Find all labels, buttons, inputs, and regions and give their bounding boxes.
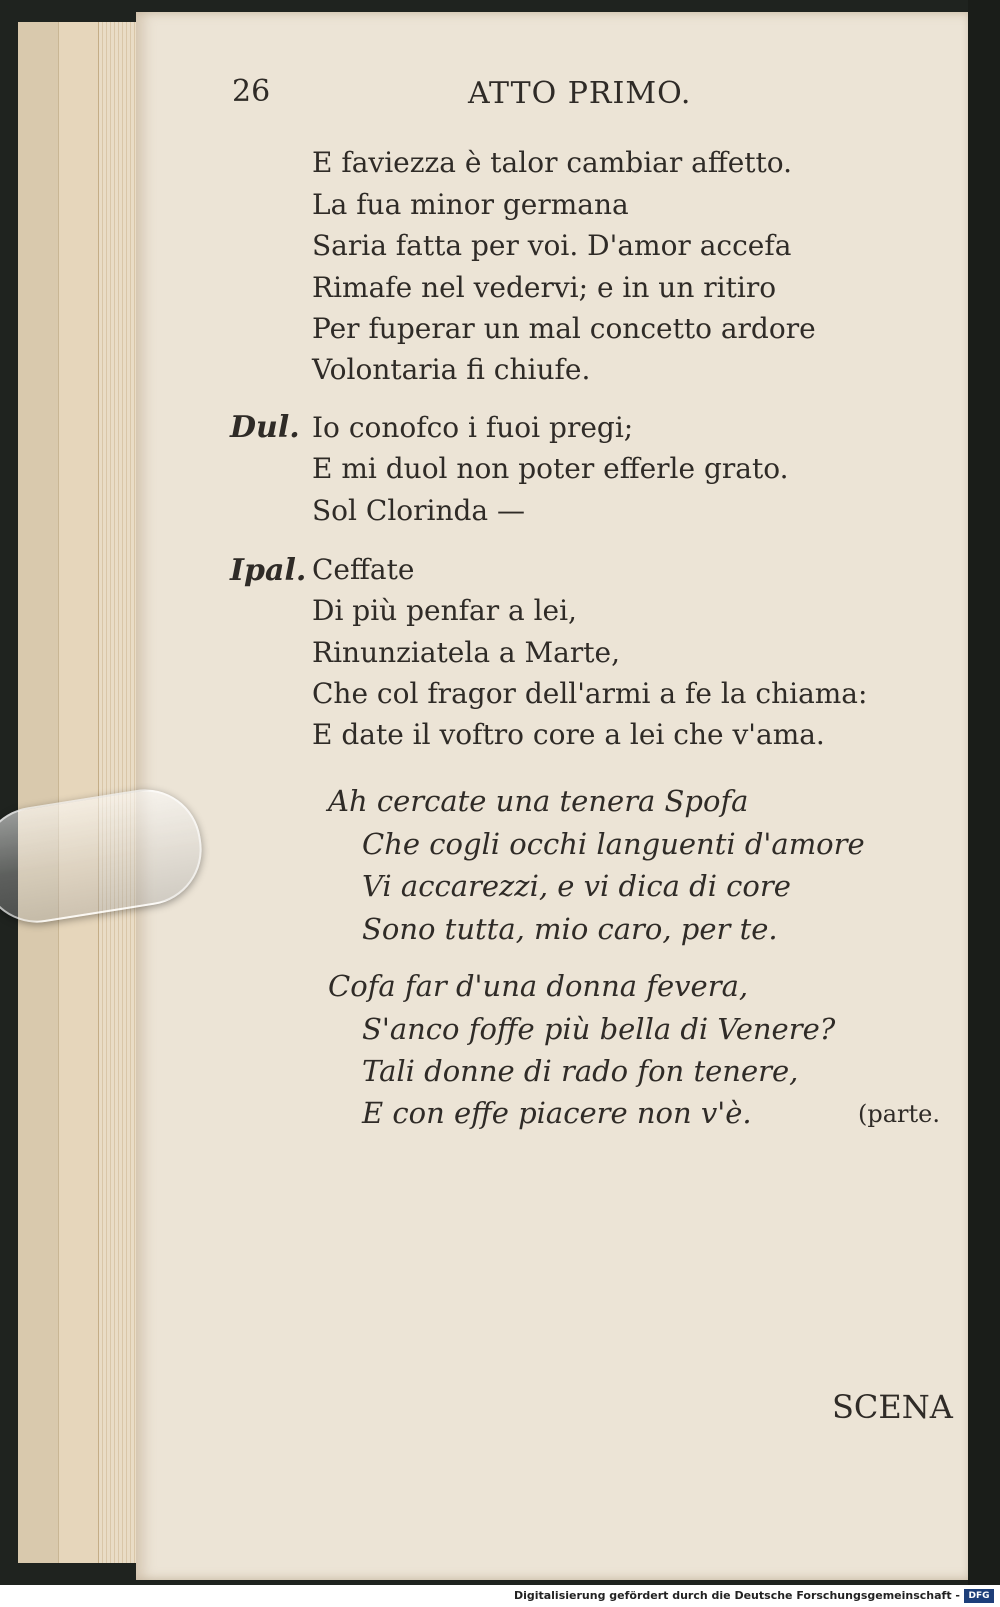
verse-line: La fua minor germana [312, 188, 629, 221]
speaker-dul: Dul. [230, 410, 300, 445]
running-head: ATTO PRIMO. [468, 76, 692, 111]
page-edge-outer [18, 22, 58, 1563]
aria-line: Che cogli occhi languenti d'amore [362, 827, 865, 861]
verse-line: Di più penfar a lei, [312, 594, 577, 627]
aria-line: Tali donne di rado fon tenere, [362, 1054, 799, 1088]
aria-line: S'anco foffe più bella di Venere? [362, 1012, 836, 1046]
page-number: 26 [232, 74, 271, 109]
verse-line: Rinunziatela a Marte, [312, 636, 620, 669]
verse-line: Sol Clorinda — [312, 494, 526, 527]
verse-line: Che col fragor dell'armi a fe la chiama: [312, 677, 868, 710]
verse-line: E mi duol non poter efferle grato. [312, 452, 789, 485]
dfg-logo-icon: DFG [964, 1589, 994, 1603]
verse-line: Volontaria fi chiufe. [312, 353, 591, 386]
verse-line: Io conofco i fuoi pregi; [312, 411, 634, 444]
aria-line: E con effe piacere non v'è. [362, 1096, 752, 1130]
scan-background [968, 0, 1000, 1585]
verse-line: Saria fatta per voi. D'amor accefa [312, 229, 792, 262]
footer-credit: Digitalisierung gefördert durch die Deutsche Forschungsgemeinschaft - [513, 1589, 960, 1602]
verse-line: E faviezza è talor cambiar affetto. [312, 146, 793, 179]
aria-line: Cofa far d'una donna fevera, [328, 969, 749, 1003]
verse-line: Ceffate [312, 553, 415, 586]
footer-bar [0, 1585, 1000, 1607]
verse-line: Per fuperar un mal concetto ardore [312, 312, 816, 345]
aria-line: Vi accarezzi, e vi dica di core [362, 869, 791, 903]
speaker-ipal: Ipal. [230, 553, 307, 588]
aria-line: Sono tutta, mio caro, per te. [362, 912, 778, 946]
page-edge-middle [58, 22, 99, 1563]
stage-direction: (parte. [858, 1100, 940, 1128]
catchword: SCENA [832, 1388, 953, 1426]
verse-line: Rimafe nel vedervi; e in un ritiro [312, 271, 777, 304]
aria-line: Ah cercate una tenera Spofa [328, 784, 749, 818]
verse-line: E date il voftro core a lei che v'ama. [312, 718, 825, 751]
